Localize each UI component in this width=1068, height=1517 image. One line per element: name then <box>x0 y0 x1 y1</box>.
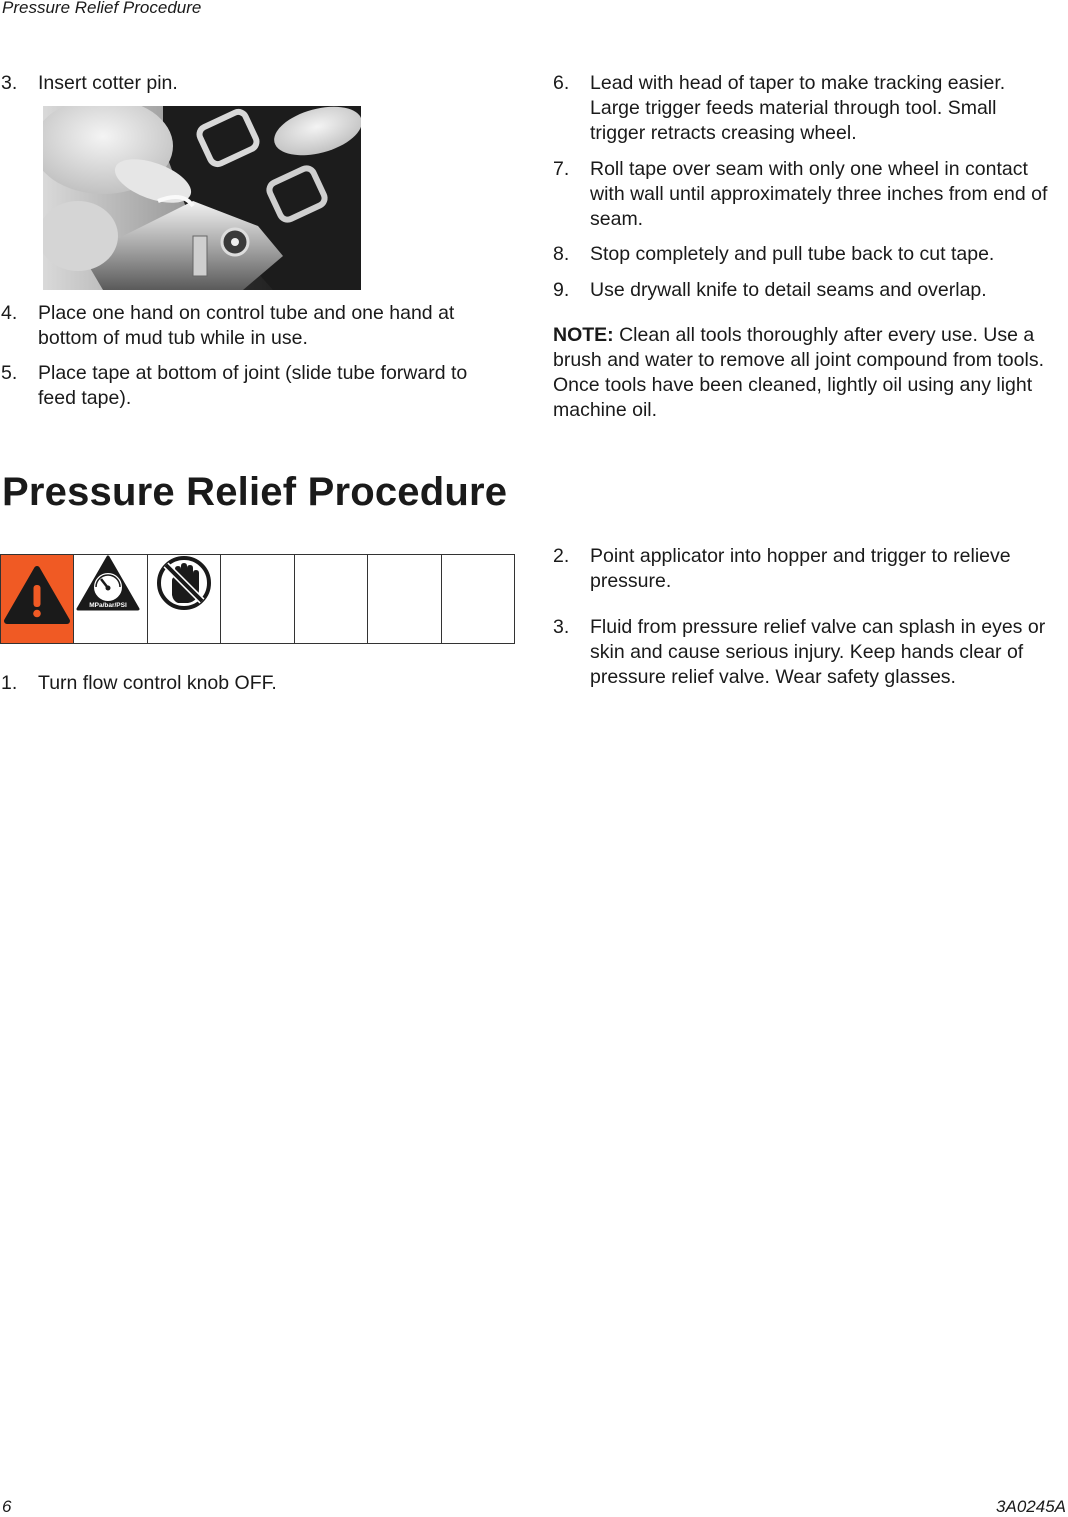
pressure-gauge-symbol-cell <box>74 555 147 644</box>
note-label: NOTE: <box>553 324 614 346</box>
note-text: Clean all tools thoroughly after every use. Use a brush and water to remove all joint compound from tools. Once tools have been cleaned, lightly oil using any light machine oil. <box>553 324 1044 421</box>
page-number: 6 <box>2 1497 12 1516</box>
cotter-pin-photo <box>43 106 361 290</box>
step-9-drywall-knife <box>553 278 1063 303</box>
relief-step-3-splash-warning <box>553 615 1061 690</box>
relief-step-1-flow-knob-off <box>1 671 501 696</box>
gauge-units-label: MPa/bar/PSI <box>89 602 128 609</box>
step-text: Place tape at bottom of joint (slide tube forward to feed tape). <box>38 362 468 409</box>
step-number: 7. <box>553 158 570 180</box>
step-number: 1. <box>1 672 18 694</box>
step-6-lead-with-head <box>553 71 1053 146</box>
step-text: Roll tape over seam with only one wheel in contact with wall until approximately three inches from end of seam. <box>590 158 1048 230</box>
section-title: Pressure Relief Procedure <box>2 470 508 514</box>
step-4-hand-placement <box>1 301 501 351</box>
no-hands-icon <box>148 555 220 638</box>
step-number: 3. <box>1 72 18 94</box>
no-hands-symbol-cell <box>147 555 220 644</box>
empty-symbol-cell <box>368 555 441 644</box>
step-text: Place one hand on control tube and one hand at bottom of mud tub while in use. <box>38 302 455 349</box>
step-text: Use drywall knife to detail seams and overlap. <box>590 279 987 301</box>
pressure-gauge-icon <box>74 555 146 638</box>
step-8-stop-and-cut <box>553 242 1063 267</box>
empty-symbol-cell <box>221 555 294 644</box>
step-text: Point applicator into hopper and trigger to relieve pressure. <box>590 545 1011 592</box>
step-number: 3. <box>553 616 570 638</box>
step-number: 4. <box>1 302 18 324</box>
step-text: Lead with head of taper to make tracking easier. Large trigger feeds material through tool. Small trigger retracts creasing wheel. <box>590 72 1006 144</box>
document-id: 3A0245A <box>996 1497 1066 1516</box>
empty-symbol-cell <box>441 555 514 644</box>
step-text: Stop completely and pull tube back to cut tape. <box>590 243 995 265</box>
step-number: 8. <box>553 243 570 265</box>
warning-symbol-cell <box>1 555 74 644</box>
step-text: Insert cotter pin. <box>38 72 178 94</box>
step-number: 9. <box>553 279 570 301</box>
empty-symbol-cell <box>294 555 367 644</box>
step-text: Turn flow control knob OFF. <box>38 672 277 694</box>
step-text: Fluid from pressure relief valve can splash in eyes or skin and cause serious injury. Keep hands clear of pressure relief valve. Wear safety glasses. <box>590 616 1046 688</box>
step-3-insert-cotter-pin <box>1 71 501 96</box>
page-header: Pressure Relief Procedure <box>2 0 202 17</box>
step-5-place-tape <box>1 361 501 411</box>
cleaning-note <box>553 323 1065 423</box>
hazard-symbols-table <box>0 554 515 644</box>
warning-triangle-icon <box>1 555 73 638</box>
step-7-roll-tape <box>553 157 1063 232</box>
step-number: 2. <box>553 545 570 567</box>
step-number: 6. <box>553 72 570 94</box>
step-number: 5. <box>1 362 18 384</box>
relief-step-2-point-applicator <box>553 544 1053 594</box>
